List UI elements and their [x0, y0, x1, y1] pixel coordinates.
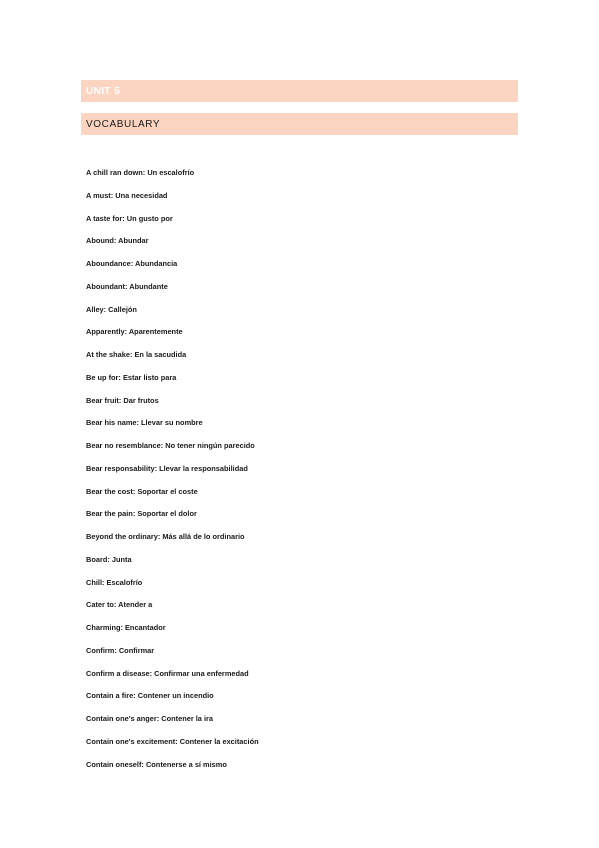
section-heading-bar: [81, 113, 518, 135]
vocabulary-entry: Confirm: Confirmar: [86, 645, 155, 655]
vocabulary-entry: Chill: Escalofrío: [86, 577, 143, 587]
vocabulary-entry: Contain a fire: Contener un incendio: [86, 691, 214, 701]
vocabulary-entry: Charming: Encantador: [86, 623, 166, 632]
section-heading: VOCABULARY: [86, 118, 161, 130]
vocabulary-entry: Board: Junta: [86, 554, 132, 564]
unit-heading-bar: [81, 80, 518, 102]
vocabulary-entry: Bear fruit: Dar frutos: [86, 395, 159, 405]
vocabulary-entry: Bear responsability: Llevar la responsabilidad: [86, 463, 248, 473]
vocabulary-list: [86, 167, 259, 781]
vocabulary-entry: Beyond the ordinary: Más allá de lo ordinario: [86, 532, 245, 541]
vocabulary-entry: Bear no resemblance: No tener ningún parecido: [86, 441, 255, 450]
vocabulary-entry: Contain one's anger: Contener la ira: [86, 714, 214, 723]
vocabulary-entry: Apparently: Aparentemente: [86, 327, 183, 337]
vocabulary-entry: Bear his name: Llevar su nombre: [86, 418, 203, 428]
vocabulary-entry: Contain one's excitement: Contener la excitación: [86, 736, 259, 746]
vocabulary-entry: Aboundant: Abundante: [86, 281, 168, 291]
vocabulary-entry: Aboundance: Abundancia: [86, 259, 178, 268]
vocabulary-entry: Bear the cost: Soportar el coste: [86, 486, 198, 496]
vocabulary-entry: A taste for: Un gusto por: [86, 213, 173, 223]
vocabulary-entry: Bear the pain: Soportar el dolor: [86, 509, 197, 519]
vocabulary-entry: Be up for: Estar listo para: [86, 372, 177, 382]
vocabulary-entry: At the shake: En la sacudida: [86, 350, 187, 359]
vocabulary-entry: Cater to: Atender a: [86, 600, 153, 610]
vocabulary-entry: A must: Una necesidad: [86, 190, 168, 200]
vocabulary-entry: Alley: Callejón: [86, 304, 137, 314]
vocabulary-entry: A chill ran down: Un escalofrío: [86, 168, 195, 177]
unit-heading: UNIT 5: [86, 85, 121, 97]
vocabulary-entry: Confirm a disease: Confirmar una enfermedad: [86, 668, 249, 678]
vocabulary-entry: Abound: Abundar: [86, 236, 149, 246]
vocabulary-entry: Contain oneself: Contenerse a sí mismo: [86, 759, 227, 769]
